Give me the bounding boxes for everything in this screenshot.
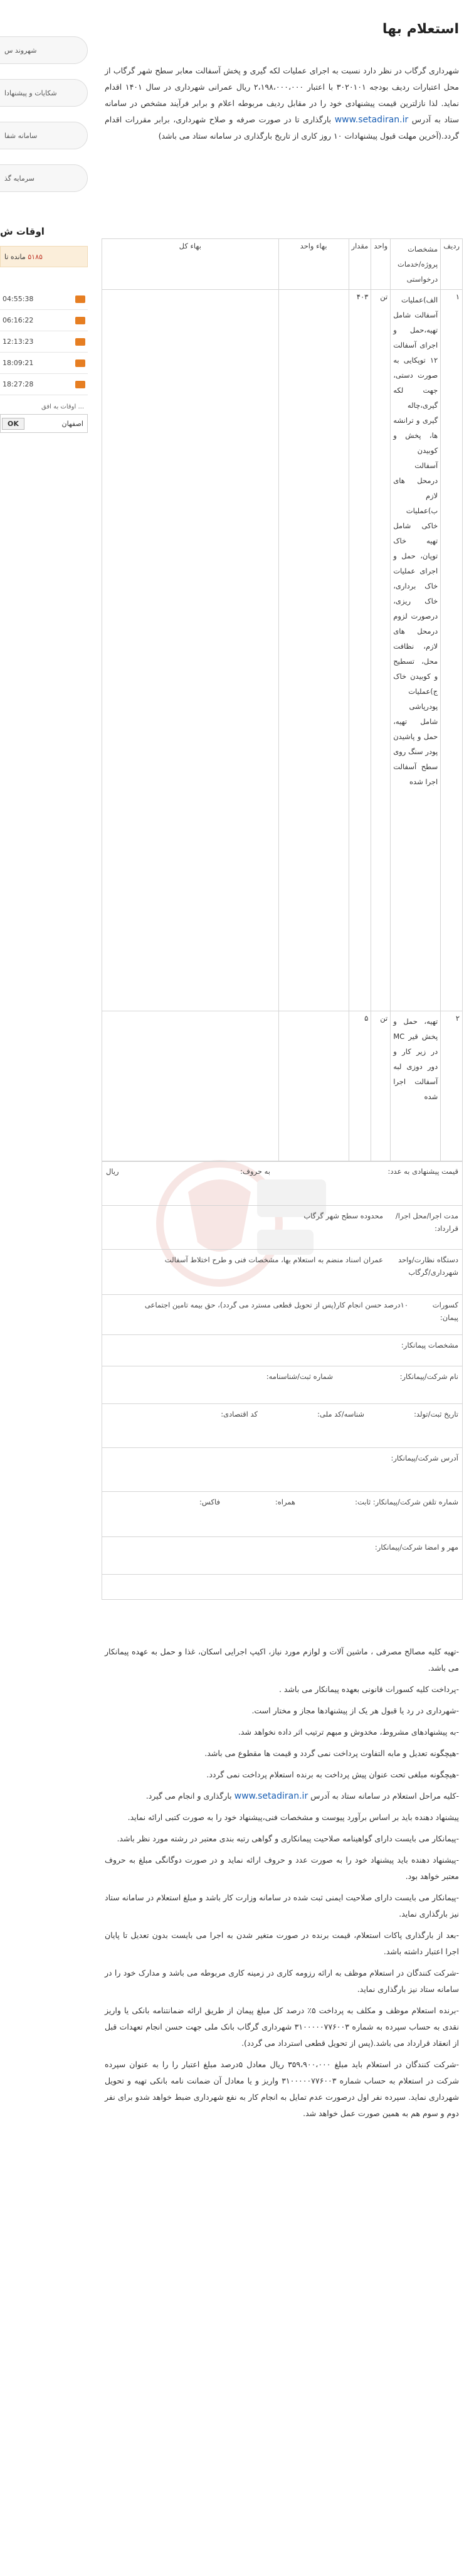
items-table [102, 238, 463, 1162]
note-item: -پرداخت کلیه کسورات قانونی بعهده پیمانکار می باشد . [278, 1685, 459, 1694]
sidebar-button-transparency[interactable]: سامانه شفا [0, 122, 88, 149]
note-item: -شرکت کنندگان در استعلام موظف به ارائه رزومه کاری در زمینه کاری مربوطه می باشد و مدارک خود را در سامانه ستاد نیز بارگذاری نماید. [105, 1968, 459, 1994]
note-item: -کلیه مراحل استعلام در سامانه ستاد به آدرس www.setadiran.ir بارگذاری و انجام می گیرد. [145, 1791, 459, 1801]
city-selector [0, 400, 88, 433]
note-item: -پیمانکار می بایست دارای گواهینامه صلاحیت پیمانکاری و گواهی رتبه بندی معتبر در رشته مورد نظر باشد. [117, 1834, 459, 1843]
city-select[interactable] [0, 414, 88, 433]
setad-link[interactable]: www.setadiran.ir [334, 115, 409, 125]
note-item: -هیچگونه مبلغی تحت عنوان پیش پرداخت به برنده استعلام پرداخت نمی گردد. [206, 1770, 459, 1779]
header-qty: مقدار [349, 239, 371, 290]
countdown-text: مانده تا [4, 252, 26, 261]
setad-link-2[interactable]: www.setadiran.ir [234, 1791, 308, 1801]
arrow-icon [75, 359, 85, 367]
note-item: -پیمانکار می بایست دارای صلاحیت ایمنی ثبت شده در سامانه وزارت کار باشد و مبلغ استعلام در سامانه ستاد نیز بارگذاری نماید. [105, 1893, 459, 1919]
city-note: اوقات به افق ... [41, 403, 84, 410]
offer-price-label: قیمت پیشنهادی به عدد: [387, 1167, 458, 1176]
prayer-time-row: 18:09:21 [0, 353, 88, 374]
table-row: ۱ الف)عملیات آسفالت شامل تهیه،حمل و اجرای آسفالت ۱۲ توپکایی به صورت دستی، جهت لکه گیری،چاله گیری و ترانشه ها، پخش و کوبیدن آسفالت درمحل های لازم ب)عملیات خاکی شامل تهیه خاک توپان، حمل و اجرای عملیات خاک برداری، خاک ریزی، درصورت لزوم درمحل های لازم، نظافت محل، تسطیح و کوبیدن خاک ج)عملیات پودرپاشی شامل تهیه، حمل و پاشیدن پودر سنگ روی سطح آسفالت اجرا شده تن ۴۰۳ [102, 290, 463, 1011]
sidebar-button-investment[interactable]: سرمایه گذ [0, 164, 88, 192]
arrow-icon [75, 317, 85, 324]
offer-form [102, 1161, 463, 1600]
header-row-num: ردیف [441, 239, 463, 290]
contractor-address-row: آدرس شرکت/پیمانکار: [102, 1448, 463, 1492]
ok-button[interactable]: OK [2, 418, 24, 430]
note-item: -بعد از بارگذاری پاکات استعلام، قیمت برنده در صورت متغیر شدن به اجرا می بایست بدون تعدیل تا پایان اجرا اعتبار داشته باشد. [105, 1930, 459, 1956]
empty-row [102, 1575, 463, 1600]
table-row: ۲ تهیه، حمل و پخش قیر MC در زیر کار و دور دوزی لبه آسفالت اجرا شده تن ۵ [102, 1011, 463, 1162]
header-unit-price: بهاء واحد [278, 239, 349, 290]
notes-section [105, 1644, 459, 2127]
contractor-name-row: نام شرکت/پیمانکار: شماره ثبت/شناسنامه: [102, 1366, 463, 1404]
arrow-icon [75, 338, 85, 346]
city-select-value: اصفهان [61, 419, 83, 428]
note-item: -هیچگونه تعدیل و مابه التفاوت پرداخت نمی گردد و قیمت ها مقطوع می باشد. [204, 1748, 459, 1758]
countdown-alert [0, 246, 88, 267]
header-total-price: بهاء کل [102, 239, 279, 290]
contractor-title-row: مشخصات پیمانکار: [102, 1335, 463, 1366]
prayer-time-row: 04:55:38 [0, 289, 88, 310]
note-item: -شهرداری در رد یا قبول هر یک از پیشنهادها مجاز و مختار است. [251, 1706, 459, 1715]
contractor-phone-row: شماره تلفن شرکت/پیمانکار: ثابت: همراه: فاکس: [102, 1492, 463, 1537]
prayer-times-title: اوقات ش [0, 226, 45, 237]
offer-price-row [102, 1161, 463, 1206]
sidebar-button-citizen[interactable]: شهروند س [0, 36, 88, 64]
note-item: -به پیشنهادهای مشروط، مخدوش و مبهم ترتیب اثر داده نخواهد شد. [238, 1727, 459, 1737]
countdown-value: ۵۱۸۵ [28, 252, 43, 261]
documents-row: دستگاه نظارت/واحد شهرداری/گرگاب عمران اسناد منضم به استعلام بها، مشخصات فنی و طرح اختلاط آسفالت [102, 1250, 463, 1295]
sidebar-button-complaints[interactable]: شکایات و پیشنهادا [0, 79, 88, 107]
header-desc: مشخصات پروژه/خدمات درخواستی [391, 239, 441, 290]
table-header-row [102, 239, 463, 290]
note-item: -پیشنهاد دهنده باید پیشنهاد خود را به صورت عدد و حروف ارائه نماید و در صورت دوگانگی مبلغ به حروف معتبر خواهد بود. [105, 1855, 459, 1881]
note-item: -تهیه کلیه مصالح مصرفی ، ماشین آلات و لوازم مورد نیاز، اکیپ اجرایی اسکان، غذا و حمل به عهده پیمانکار می باشد. [105, 1647, 459, 1673]
contractor-id-row: تاریخ ثبت/تولد: شناسه/کد ملی: کد اقتصادی: [102, 1404, 463, 1448]
prayer-time-row: 06:16:22 [0, 310, 88, 331]
deductions-row: کسورات پیمان: ۱۰درصد حسن انجام کار(پس از تحویل قطعی مسترد می گردد)، حق بیمه تامین اجتماعی [102, 1295, 463, 1335]
prayer-time-row: 12:13:23 [0, 331, 88, 353]
signature-row: مهر و امضا شرکت/پیمانکار: [102, 1537, 463, 1575]
header-unit: واحد [371, 239, 391, 290]
location-row: مدت اجرا/محل اجرا/قرارداد: محدوده سطح شهر گرگاب [102, 1206, 463, 1250]
prayer-times-list [0, 289, 88, 395]
offer-price-words: به حروف: ریال [106, 1167, 270, 1176]
arrow-icon [75, 295, 85, 303]
prayer-time-row: 18:27:28 [0, 374, 88, 395]
page-title: استعلام بها [382, 21, 459, 37]
arrow-icon [75, 381, 85, 388]
note-item: -برنده استعلام موظف و مکلف به پرداخت ۵٪ درصد کل مبلغ پیمان از طریق ارائه ضمانتنامه بانکی یا واریز نقدی به حساب سپرده به شماره ۳۱۰۰۰۰۰۷۷۶۰۰۳ شهرداری گرگاب بانک ملی جهت حسن انجام تعهدات قبل از انعقاد قرارداد می باشد.(پس از تحویل قطعی استرداد می گردد). [105, 2006, 459, 2048]
intro-paragraph: شهرداری گرگاب در نظر دارد نسبت به اجرای عملیات لکه گیری و پخش آسفالت معابر سطح شهر گرگاب از محل اعتبارات ردیف بودجه ۳۰۲۰۱۰۱ با اعتبار ۲،۱۹۸،۰۰۰،۰۰۰ ریال عمرانی شهرداری در سال ۱۴۰۱ اقدام نماید. لذا نازلترین قیمت پیشنهادی خود را در مقابل ردیف مربوطه اعلام و برابر فرآیند مشخص در سامانه ستاد به آدرس www.setadiran.ir بارگذاری تا در صورت صرفه و صلاح شهرداری، برابر مقررات اقدام گردد.(آخرین مهلت قبول پیشنهادات ۱۰ روز کاری از تاریخ بارگذاری در سامانه ستاد می باشد) [105, 66, 459, 141]
note-item: پیشنهاد دهنده باید بر اساس برآورد پیوست و مشخصات فنی،پیشنهاد خود را به صورت کتبی ارائه نماید. [127, 1812, 459, 1822]
note-item: -شرکت کنندگان در استعلام باید مبلغ ۳۵۹،۹۰۰،۰۰۰ ریال معادل ۵درصد مبلغ اعتبار را را به عنوان سپرده شرکت در استعلام به حساب شماره ۳۱۰۰۰۰۰۷۷۶۰۰۳ واریز و یا معادل آن ضمانت نامه بانکی تهیه و تحویل شهرداری نماید. سپرده نفر اول درصورت عدم تمایل به انجام کار به نفع شهرداری ضبط خواهد شدو برای نفر دوم و سوم هم به همین صورت عمل خواهد شد. [105, 2060, 460, 2118]
